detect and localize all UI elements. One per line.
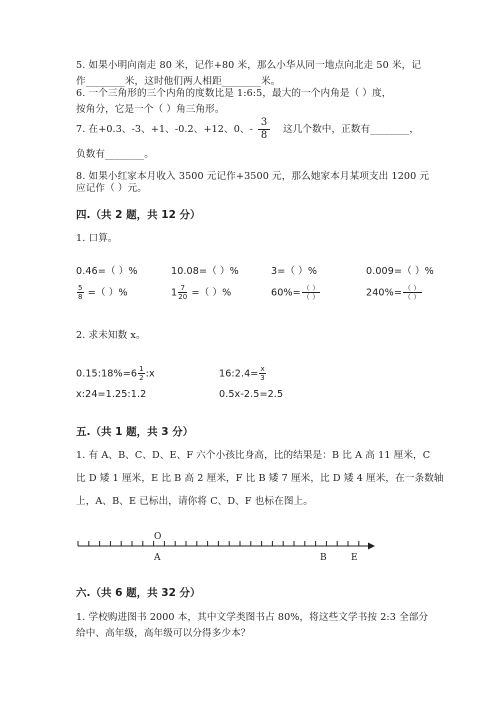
section5-line3: 上，A、B、E 已标出，请你将 C、D、F 也标在图上。 [76,496,313,507]
eq-1-post: :x [145,368,155,380]
q5-line1: 5. 如果小明向南走 80 米，记作+80 米，那么小华从同一地点向北走 50 米，记 [76,60,422,71]
section5-line2: 比 D 矮 1 厘米，E 比 B 高 2 厘米，F 比 B 矮 7 厘米，比 D 矮 4 厘米，在一条数轴 [76,473,444,484]
calc-b2 [171,284,231,301]
calc-b1-den: 8 [78,293,83,301]
calc-b3-num: （ ） [302,284,320,292]
calc-a4: 0.009=（ ）% [366,266,434,277]
eq-2-num: x [260,365,265,373]
calc-b2-num: 7 [178,284,187,293]
eq-1-den: 2 [139,374,144,382]
calc-b3 [271,284,321,301]
label-a: A [154,553,161,563]
label-b: B [320,553,327,563]
calc-b2-rest: =（ ）% [188,287,232,299]
q7-frac-num: 3 [258,117,270,130]
section6-line1: 1. 学校购进图书 2000 本，其中文学类图书占 80%，将这些文学书按 2:3 全部分 [76,612,429,623]
calc-b1-num: 5 [78,284,83,292]
eq-4: 0.5x-2.5=2.5 [219,389,284,400]
section5-title: 五.（共 1 题，共 3 分） [76,426,194,438]
eq-3: x:24=1.25:1.2 [76,389,147,400]
q5-line2: 作________米，这时他们两人相距________米。 [76,76,281,87]
eq-2 [219,365,267,382]
calc-a2: 10.08=（ ）% [171,266,239,277]
number-line [70,528,380,568]
calc-b3-den: （ ） [302,293,320,301]
eq-2-den: 3 [260,374,265,382]
number-line-arrow [368,543,375,550]
calc-b3-pre: 60%= [271,287,301,299]
q7-prefix: 7. 在+0.3、-3、+1、-0.2、+12、0、- [76,124,253,135]
calc-b4-num: （ ） [403,284,421,292]
q7-fraction [258,117,270,142]
q6-line1: 6. 一个三角形的三个内角的度数比是 1:6:5，最大的一个内角是（ ）度， [76,88,392,99]
calc-b4-pre: 240%= [366,287,402,299]
eq-1 [76,365,155,382]
q7-line2: 负数有________。 [76,149,154,160]
section6-title: 六.（共 6 题，共 32 分） [76,587,201,599]
number-line-ticks [78,541,359,546]
eq-1-num: 1 [139,365,144,373]
section5-line1: 1. 有 A、B、C、D、E、F 六个小孩比身高，比的结果是：B 比 A 高 11 厘米，C [76,450,431,461]
section4-sub2: 2. 求未知数 x。 [76,330,146,341]
eq-1-pre: 0.15:18%=6 [76,368,138,380]
calc-b2-den: 20 [178,293,188,301]
q6-line2: 按角分，它是一个（ ）角三角形。 [76,104,225,115]
section6-line2: 给中、高年级，高年级可以分得多少本？ [76,628,251,639]
calc-b4-den: （ ） [403,293,421,301]
q8-line1: 8. 如果小红家本月收入 3500 元记作+3500 元，那么她家本月某项支出 1200 元 [76,171,430,182]
calc-b4 [366,284,423,301]
section4-title: 四.（共 2 题，共 12 分） [76,209,201,221]
q7-suffix: 这几个数中，正数有________， [283,124,420,135]
q7-frac-den: 8 [260,130,268,141]
q8-line2: 应记作（ ）元。 [76,183,148,194]
label-e: E [351,553,358,563]
calc-a1: 0.46=（ ）% [76,266,138,277]
calc-a3: 3=（ ）% [271,266,318,277]
section4-sub1: 1. 口算。 [76,233,118,244]
label-o: O [154,532,162,542]
eq-2-pre: 16:2.4= [219,368,259,380]
calc-b2-whole: 1 [171,287,178,299]
calc-b1 [76,284,128,301]
calc-b1-rest: =（ ）% [84,287,128,299]
